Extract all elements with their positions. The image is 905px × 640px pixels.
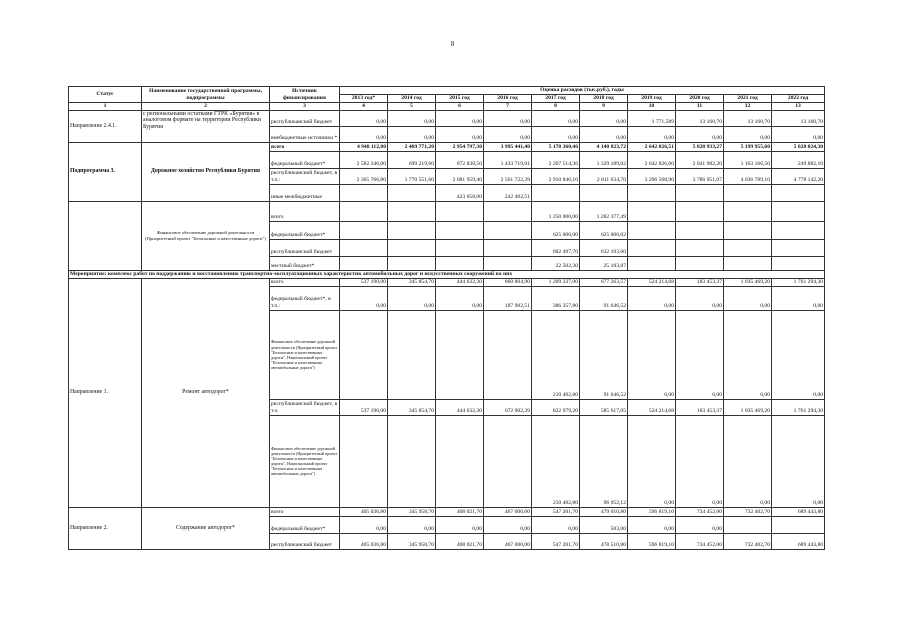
value-cell: 0,00 — [532, 126, 580, 142]
row-status — [69, 201, 142, 270]
value-cell: 1 329 189,02 — [580, 151, 628, 168]
value-cell: 734 452,00 — [676, 533, 724, 549]
source-cell: всего — [270, 507, 340, 516]
value-cell: 345 958,70 — [388, 533, 436, 549]
column-number: 5 — [388, 103, 436, 111]
value-cell — [436, 201, 484, 221]
row-name: Дорожное хозяйство Республики Бурятия — [142, 142, 270, 201]
value-cell: 467 000,00 — [484, 507, 532, 516]
value-cell: 210 402,80 — [532, 415, 580, 507]
value-cell — [628, 256, 676, 270]
source-cell: федеральный бюджет* — [270, 516, 340, 533]
column-number: 3 — [270, 103, 340, 111]
header-source: Источник финансирования — [270, 87, 340, 103]
value-cell: 1 163 166,50 — [724, 151, 772, 168]
source-cell: внебюджетные источники * — [270, 126, 340, 142]
value-cell: 503,00 — [580, 516, 628, 533]
page-number: 8 — [450, 40, 455, 48]
value-cell: 405 036,80 — [340, 507, 388, 516]
value-cell — [724, 184, 772, 201]
value-cell: 0,00 — [436, 286, 484, 310]
source-cell: республиканский бюджет — [270, 239, 340, 256]
value-cell: 345 958,70 — [388, 507, 436, 516]
value-cell: 1 433 719,01 — [484, 151, 532, 168]
value-cell: 1 761 294,30 — [772, 278, 825, 286]
source-cell: федеральный бюджет*, в т.ч.: — [270, 286, 340, 310]
value-cell — [628, 184, 676, 201]
value-cell: 524 214,68 — [628, 278, 676, 286]
value-cell: 183 453,37 — [676, 278, 724, 286]
source-cell: республиканский бюджет — [270, 110, 340, 126]
value-cell: 0,00 — [772, 286, 825, 310]
value-cell: 22 502,30 — [532, 256, 580, 270]
value-cell: 13 160,70 — [724, 110, 772, 126]
value-cell: 537 190,00 — [340, 278, 388, 286]
header-year: 2016 год — [484, 95, 532, 103]
value-cell: 3 786 951,07 — [676, 168, 724, 184]
event-title: Мероприятие: комплекс работ по поддержанию и восстановлению транспортно-эксплуатационных характеристик автомобильных дорог и искусственных сооружений на них — [69, 270, 825, 278]
column-number: 8 — [532, 103, 580, 111]
value-cell — [484, 239, 532, 256]
value-cell: 25 183,87 — [580, 256, 628, 270]
header-year: 2017 год — [532, 95, 580, 103]
header-estimate: Оценка расходов (тыс.руб.), годы — [340, 87, 825, 95]
value-cell: 2 642 826,60 — [628, 151, 676, 168]
value-cell: 677 263,57 — [580, 278, 628, 286]
value-cell: 0,00 — [676, 126, 724, 142]
value-cell: 0,00 — [628, 126, 676, 142]
value-cell — [484, 310, 532, 399]
value-cell — [772, 256, 825, 270]
table-row — [69, 142, 825, 151]
column-number: 11 — [676, 103, 724, 111]
column-number: 1 — [69, 103, 142, 111]
table-row — [69, 110, 825, 126]
value-cell: 4 036 789,10 — [724, 168, 772, 184]
value-cell: 4 948 112,80 — [340, 142, 388, 151]
value-cell — [484, 415, 532, 507]
budget-table — [68, 86, 825, 550]
row-status: Направление 2.4.1. — [69, 110, 142, 142]
value-cell: 0,00 — [628, 415, 676, 507]
value-cell: 732 402,70 — [724, 507, 772, 516]
source-cell: федеральный бюджет* — [270, 151, 340, 168]
value-cell: 5 028 024,30 — [772, 142, 825, 151]
value-cell: 242 402,51 — [484, 184, 532, 201]
value-cell: 2 582 346,00 — [340, 151, 388, 168]
value-cell: 625 000,00 — [532, 221, 580, 239]
value-cell — [436, 310, 484, 399]
value-cell: 91 646,52 — [580, 310, 628, 399]
value-cell: 632 193,60 — [580, 239, 628, 256]
value-cell: 0,00 — [724, 310, 772, 399]
value-cell: 732 402,70 — [724, 533, 772, 549]
value-cell: 0,00 — [772, 126, 825, 142]
value-cell: 183 453,37 — [676, 399, 724, 415]
value-cell: 478 510,80 — [580, 533, 628, 549]
row-name: Содержание автодорог* — [142, 507, 270, 549]
value-cell — [340, 310, 388, 399]
value-cell: 0,00 — [388, 286, 436, 310]
value-cell — [676, 221, 724, 239]
value-cell: 0,00 — [580, 110, 628, 126]
value-cell — [340, 201, 388, 221]
value-cell: 2 642 826,51 — [628, 142, 676, 151]
value-cell — [628, 201, 676, 221]
value-cell: 0,00 — [676, 310, 724, 399]
value-cell — [340, 415, 388, 507]
value-cell: 547 201,70 — [532, 507, 580, 516]
header-status: Статус — [69, 87, 142, 103]
value-cell: 0,00 — [772, 415, 825, 507]
header-year: 2022 год — [772, 95, 825, 103]
row-name: с региональными остатками ГТРК «Бурятия» в аналоговом формате на территории Республики Бурятия — [142, 110, 270, 142]
table-row — [69, 507, 825, 516]
table-row — [69, 278, 825, 286]
row-status: Направление 2. — [69, 507, 142, 549]
header-name: Наименование государственной программы, подпрограммы — [142, 87, 270, 103]
value-cell: 1 035 469,20 — [724, 278, 772, 286]
source-cell: местный бюджет* — [270, 256, 340, 270]
column-number: 4 — [340, 103, 388, 111]
value-cell: 5 828 933,27 — [676, 142, 724, 151]
source-cell: иные межбюджетные — [270, 184, 340, 201]
value-cell: 0,00 — [676, 286, 724, 310]
value-cell — [436, 221, 484, 239]
value-cell: 2 365 766,80 — [340, 168, 388, 184]
value-cell — [388, 415, 436, 507]
value-cell: 1 035 469,20 — [724, 399, 772, 415]
value-cell: 4 140 823,72 — [580, 142, 628, 151]
value-cell — [388, 239, 436, 256]
value-cell: 2 267 514,36 — [532, 151, 580, 168]
value-cell: 1 209 337,00 — [532, 278, 580, 286]
column-number: 9 — [580, 103, 628, 111]
source-cell: республиканский бюджет, в т.ч.: — [270, 168, 340, 184]
value-cell: 5 178 360,46 — [532, 142, 580, 151]
value-cell: 386 357,80 — [532, 286, 580, 310]
value-cell — [628, 239, 676, 256]
source-cell: республиканский бюджет — [270, 533, 340, 549]
value-cell: 3 995 441,40 — [484, 142, 532, 151]
table-row — [69, 201, 825, 221]
value-cell — [484, 221, 532, 239]
source-cell: всего — [270, 278, 340, 286]
value-cell — [532, 184, 580, 201]
table-row — [69, 270, 825, 278]
value-cell: 0,00 — [484, 516, 532, 533]
column-number: 7 — [484, 103, 532, 111]
source-cell: Финансовое обеспечение дорожной деятельности (Приоритетный проект "Безопасные и качественные дороги", Национальный проект "Безопасные и качественные автомобильные дороги") — [270, 415, 340, 507]
value-cell: 734 452,00 — [676, 507, 724, 516]
value-cell: 0,00 — [436, 110, 484, 126]
value-cell — [676, 239, 724, 256]
value-cell: 0,00 — [628, 310, 676, 399]
value-cell: 689 443,80 — [772, 533, 825, 549]
value-cell: 0,00 — [340, 126, 388, 142]
value-cell — [724, 256, 772, 270]
value-cell: 2 469 771,20 — [388, 142, 436, 151]
value-cell: 0,00 — [340, 286, 388, 310]
value-cell: 408 021,70 — [436, 533, 484, 549]
value-cell: 4 778 142,20 — [772, 168, 825, 184]
value-cell: 822 979,20 — [532, 399, 580, 415]
value-cell: 547 201,70 — [532, 533, 580, 549]
value-cell: 0,00 — [580, 126, 628, 142]
header-year: 2015 год — [436, 95, 484, 103]
source-cell: всего — [270, 142, 340, 151]
value-cell — [772, 221, 825, 239]
value-cell — [724, 221, 772, 239]
value-cell — [340, 239, 388, 256]
value-cell: 91 646,52 — [580, 286, 628, 310]
value-cell — [724, 201, 772, 221]
value-cell: 5 199 955,60 — [724, 142, 772, 151]
value-cell: 2 561 722,39 — [484, 168, 532, 184]
source-cell: Финансовое обеспечение дорожной деятельности (Приоритетный проект "Безопасные и качественные дороги", Национальный проект "Безопасные и качественные автомобильные дороги") — [270, 310, 340, 399]
value-cell — [436, 256, 484, 270]
value-cell: 0,00 — [532, 516, 580, 533]
value-cell: 860 804,90 — [484, 278, 532, 286]
value-cell — [388, 184, 436, 201]
value-cell — [484, 256, 532, 270]
value-cell: 187 902,51 — [484, 286, 532, 310]
value-cell: 872 838,50 — [436, 151, 484, 168]
value-cell: 467 000,00 — [484, 533, 532, 549]
value-cell — [340, 256, 388, 270]
value-cell — [724, 516, 772, 533]
row-name: Ремонт автодорог* — [142, 278, 270, 507]
value-cell: 596 819,10 — [628, 533, 676, 549]
value-cell: 699 219,60 — [388, 151, 436, 168]
value-cell — [580, 184, 628, 201]
value-cell: 0,00 — [772, 310, 825, 399]
value-cell: 0,00 — [724, 286, 772, 310]
header-year: 2021 год — [724, 95, 772, 103]
value-cell: 444 632,30 — [436, 278, 484, 286]
value-cell: 405 036,80 — [340, 533, 388, 549]
value-cell: 596 819,10 — [628, 507, 676, 516]
column-number: 10 — [628, 103, 676, 111]
value-cell: 249 882,10 — [772, 151, 825, 168]
value-cell — [772, 516, 825, 533]
header-year: 2013 год* — [340, 95, 388, 103]
value-cell — [628, 221, 676, 239]
value-cell: 408 021,70 — [436, 507, 484, 516]
value-cell: 1 770 551,60 — [388, 168, 436, 184]
source-cell: федеральный бюджет* — [270, 221, 340, 239]
value-cell: 602 497,70 — [532, 239, 580, 256]
column-number: 6 — [436, 103, 484, 111]
value-cell — [772, 239, 825, 256]
value-cell: 3 296 568,90 — [628, 168, 676, 184]
value-cell: 0,00 — [388, 110, 436, 126]
value-cell: 345 854,70 — [388, 399, 436, 415]
value-cell: 0,00 — [340, 110, 388, 126]
value-cell: 345 854,70 — [388, 278, 436, 286]
value-cell — [388, 256, 436, 270]
value-cell: 625 000,02 — [580, 221, 628, 239]
value-cell — [388, 201, 436, 221]
value-cell: 689 443,80 — [772, 507, 825, 516]
value-cell: 1 282 377,49 — [580, 201, 628, 221]
value-cell — [772, 184, 825, 201]
value-cell: 537 190,00 — [340, 399, 388, 415]
value-cell — [484, 201, 532, 221]
value-cell: 0,00 — [676, 415, 724, 507]
value-cell: 96 952,12 — [580, 415, 628, 507]
value-cell — [388, 310, 436, 399]
value-cell — [340, 184, 388, 201]
value-cell: 479 010,80 — [580, 507, 628, 516]
value-cell: 0,00 — [676, 516, 724, 533]
value-cell — [340, 221, 388, 239]
source-cell: всего — [270, 201, 340, 221]
column-number: 13 — [772, 103, 825, 111]
value-cell: 2 954 797,30 — [436, 142, 484, 151]
source-cell: республиканский бюджет, в т.ч. — [270, 399, 340, 415]
value-cell: 0,00 — [436, 516, 484, 533]
value-cell — [772, 201, 825, 221]
value-cell: 0,00 — [484, 126, 532, 142]
value-cell: 2 910 846,10 — [532, 168, 580, 184]
row-status: Направление 1. — [69, 278, 142, 507]
value-cell — [676, 184, 724, 201]
column-number: 2 — [142, 103, 270, 111]
row-status: Подпрограмма 3. — [69, 142, 142, 201]
value-cell: 13 160,70 — [772, 110, 825, 126]
value-cell — [436, 415, 484, 507]
value-cell: 0,00 — [628, 516, 676, 533]
value-cell: 0,00 — [532, 110, 580, 126]
column-number: 12 — [724, 103, 772, 111]
row-name: Финансовое обеспечение дорожной деятельности (Приоритетный проект "Безопасные и качественные дороги") — [142, 201, 270, 270]
value-cell: 0,00 — [724, 415, 772, 507]
value-cell: 1 250 000,00 — [532, 201, 580, 221]
value-cell: 0,00 — [388, 126, 436, 142]
value-cell — [724, 239, 772, 256]
value-cell: 0,00 — [628, 286, 676, 310]
value-cell: 1 771,589 — [628, 110, 676, 126]
value-cell — [388, 221, 436, 239]
value-cell: 0,00 — [724, 126, 772, 142]
value-cell: 672 902,39 — [484, 399, 532, 415]
value-cell: 210 402,80 — [532, 310, 580, 399]
value-cell: 0,00 — [484, 110, 532, 126]
value-cell: 585 617,05 — [580, 399, 628, 415]
value-cell — [676, 201, 724, 221]
header-year: 2020 год — [676, 95, 724, 103]
header-year: 2014 год — [388, 95, 436, 103]
value-cell: 423 058,00 — [436, 184, 484, 201]
value-cell — [436, 239, 484, 256]
value-cell: 0,00 — [340, 516, 388, 533]
value-cell: 2 041 982,20 — [676, 151, 724, 168]
value-cell: 0,00 — [436, 126, 484, 142]
header-year: 2019 год — [628, 95, 676, 103]
value-cell — [676, 256, 724, 270]
value-cell: 524 214,68 — [628, 399, 676, 415]
value-cell: 2 081 959,40 — [436, 168, 484, 184]
value-cell: 1 761 294,30 — [772, 399, 825, 415]
value-cell: 2 811 634,70 — [580, 168, 628, 184]
value-cell: 0,00 — [388, 516, 436, 533]
value-cell: 444 632,30 — [436, 399, 484, 415]
header-year: 2018 год — [580, 95, 628, 103]
value-cell: 13 160,70 — [676, 110, 724, 126]
